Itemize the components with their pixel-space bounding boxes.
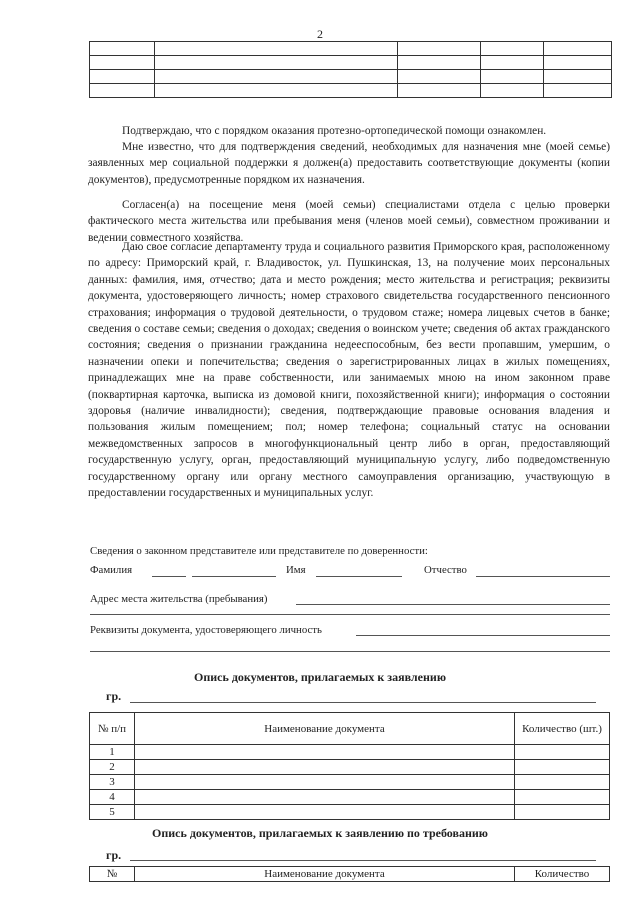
- surname-line: [152, 576, 186, 577]
- column-header-quantity: Количество (шт.): [515, 713, 610, 745]
- table-row: [90, 805, 610, 820]
- column-header-quantity: Количество: [515, 867, 610, 882]
- address-line-2: [90, 614, 610, 615]
- paragraph-documents: Мне известно, что для подтверждения сведений, необходимых для назначения мне (моей семье) заявленных мер социальной поддержки я должен(а) предоставить соответствующие документы (копии документов), предусмотренные порядком их назначения.: [88, 141, 610, 186]
- name-line: [316, 576, 402, 577]
- patronymic-line: [476, 576, 610, 577]
- inventory-on-demand-table: [89, 866, 610, 882]
- address-line: [296, 604, 610, 605]
- inventory-table: [89, 712, 610, 820]
- inventory-title: Опись документов, прилагаемых к заявлению: [194, 670, 446, 684]
- column-header-number: №: [90, 867, 135, 882]
- id-document-line: [356, 635, 610, 636]
- row-number: 2: [90, 760, 135, 775]
- table-row: [90, 775, 610, 790]
- row-number: 5: [90, 805, 135, 820]
- table-row: [90, 760, 610, 775]
- id-document-label: Реквизиты документа, удостоверяющего личность: [90, 624, 322, 636]
- paragraph-visit-consent: Согласен(а) на посещение меня (моей семьи) специалистами отдела с целью проверки фактического места жительства или пребывания меня (членов моей семьи), совместном проживании и ведении совместного хозяйства.: [88, 199, 610, 244]
- column-header-name: Наименование документа: [135, 867, 515, 882]
- name-label: Имя: [286, 564, 306, 576]
- column-header-name: Наименование документа: [135, 713, 515, 745]
- inventory-on-demand-gr-line: [130, 860, 596, 861]
- surname-label: Фамилия: [90, 564, 133, 576]
- inventory-gr-line: [130, 702, 596, 703]
- row-number: 4: [90, 790, 135, 805]
- inventory-gr-label: гр.: [106, 689, 122, 703]
- column-header-number: № п/п: [90, 713, 135, 745]
- patronymic-label: Отчество: [424, 564, 467, 576]
- top-table: [89, 41, 612, 98]
- surname-line-2: [192, 576, 276, 577]
- paragraph-acknowledgement: Подтверждаю, что с порядком оказания протезно-ортопедической помощи ознакомлен.: [122, 125, 547, 137]
- inventory-on-demand-gr-label: гр.: [106, 848, 122, 862]
- table-row: [90, 745, 610, 760]
- address-label: Адрес места жительства (пребывания): [90, 593, 268, 605]
- id-document-line-2: [90, 651, 610, 652]
- inventory-on-demand-title: Опись документов, прилагаемых к заявлению по требованию: [152, 826, 488, 840]
- row-number: 1: [90, 745, 135, 760]
- representative-heading: Сведения о законном представителе или представителе по доверенности:: [90, 545, 428, 557]
- page-number: 2: [317, 27, 323, 41]
- table-row: [90, 790, 610, 805]
- row-number: 3: [90, 775, 135, 790]
- paragraph-personal-data-consent: Даю свое согласие департаменту труда и социального развития Приморского края, расположенному по адресу: Приморский край, г. Владивосток, ул. Пушкинская, 13, на получение моих персональных данных: фамилия, имя, отчество; дата и место рождения; место жительства и регистрация; реквизиты документа, удостоверяющего личность; номер страхового свидетельства государственного пенсионного страхования; информация о трудовой деятельности, о трудовом стаже; номера лицевых счетов в банке; сведения о составе семьи; сведения о доходах; сведения о воинском учете; сведения об актах гражданского состояния; сведения о признании гражданина недееспособным, без вести пропавшим, умершим, о назначении опеки и попечительства; сведения о зарегистрированных лицах в жилых помещениях, принадлежащих мне на праве собственности, или занимаемых мною на ином законном праве (поквартирная карточка, выписка из домовой книги, похозяйственной книги); информация о состоянии здоровья (наличие инвалидности); сведения, подтверждающие правовые основания владения и пользования жилым помещением; пол; номер телефона; социальный статус на основании межведомственных запросов в многофункциональный центр либо в орган, предоставляющий государственную услугу, орган, предоставляющий муниципальную услугу, либо подведомственную государственному органу или органу местного самоуправления организацию, участвующую в предоставлении государственных и муниципальных услуг.: [88, 241, 610, 500]
